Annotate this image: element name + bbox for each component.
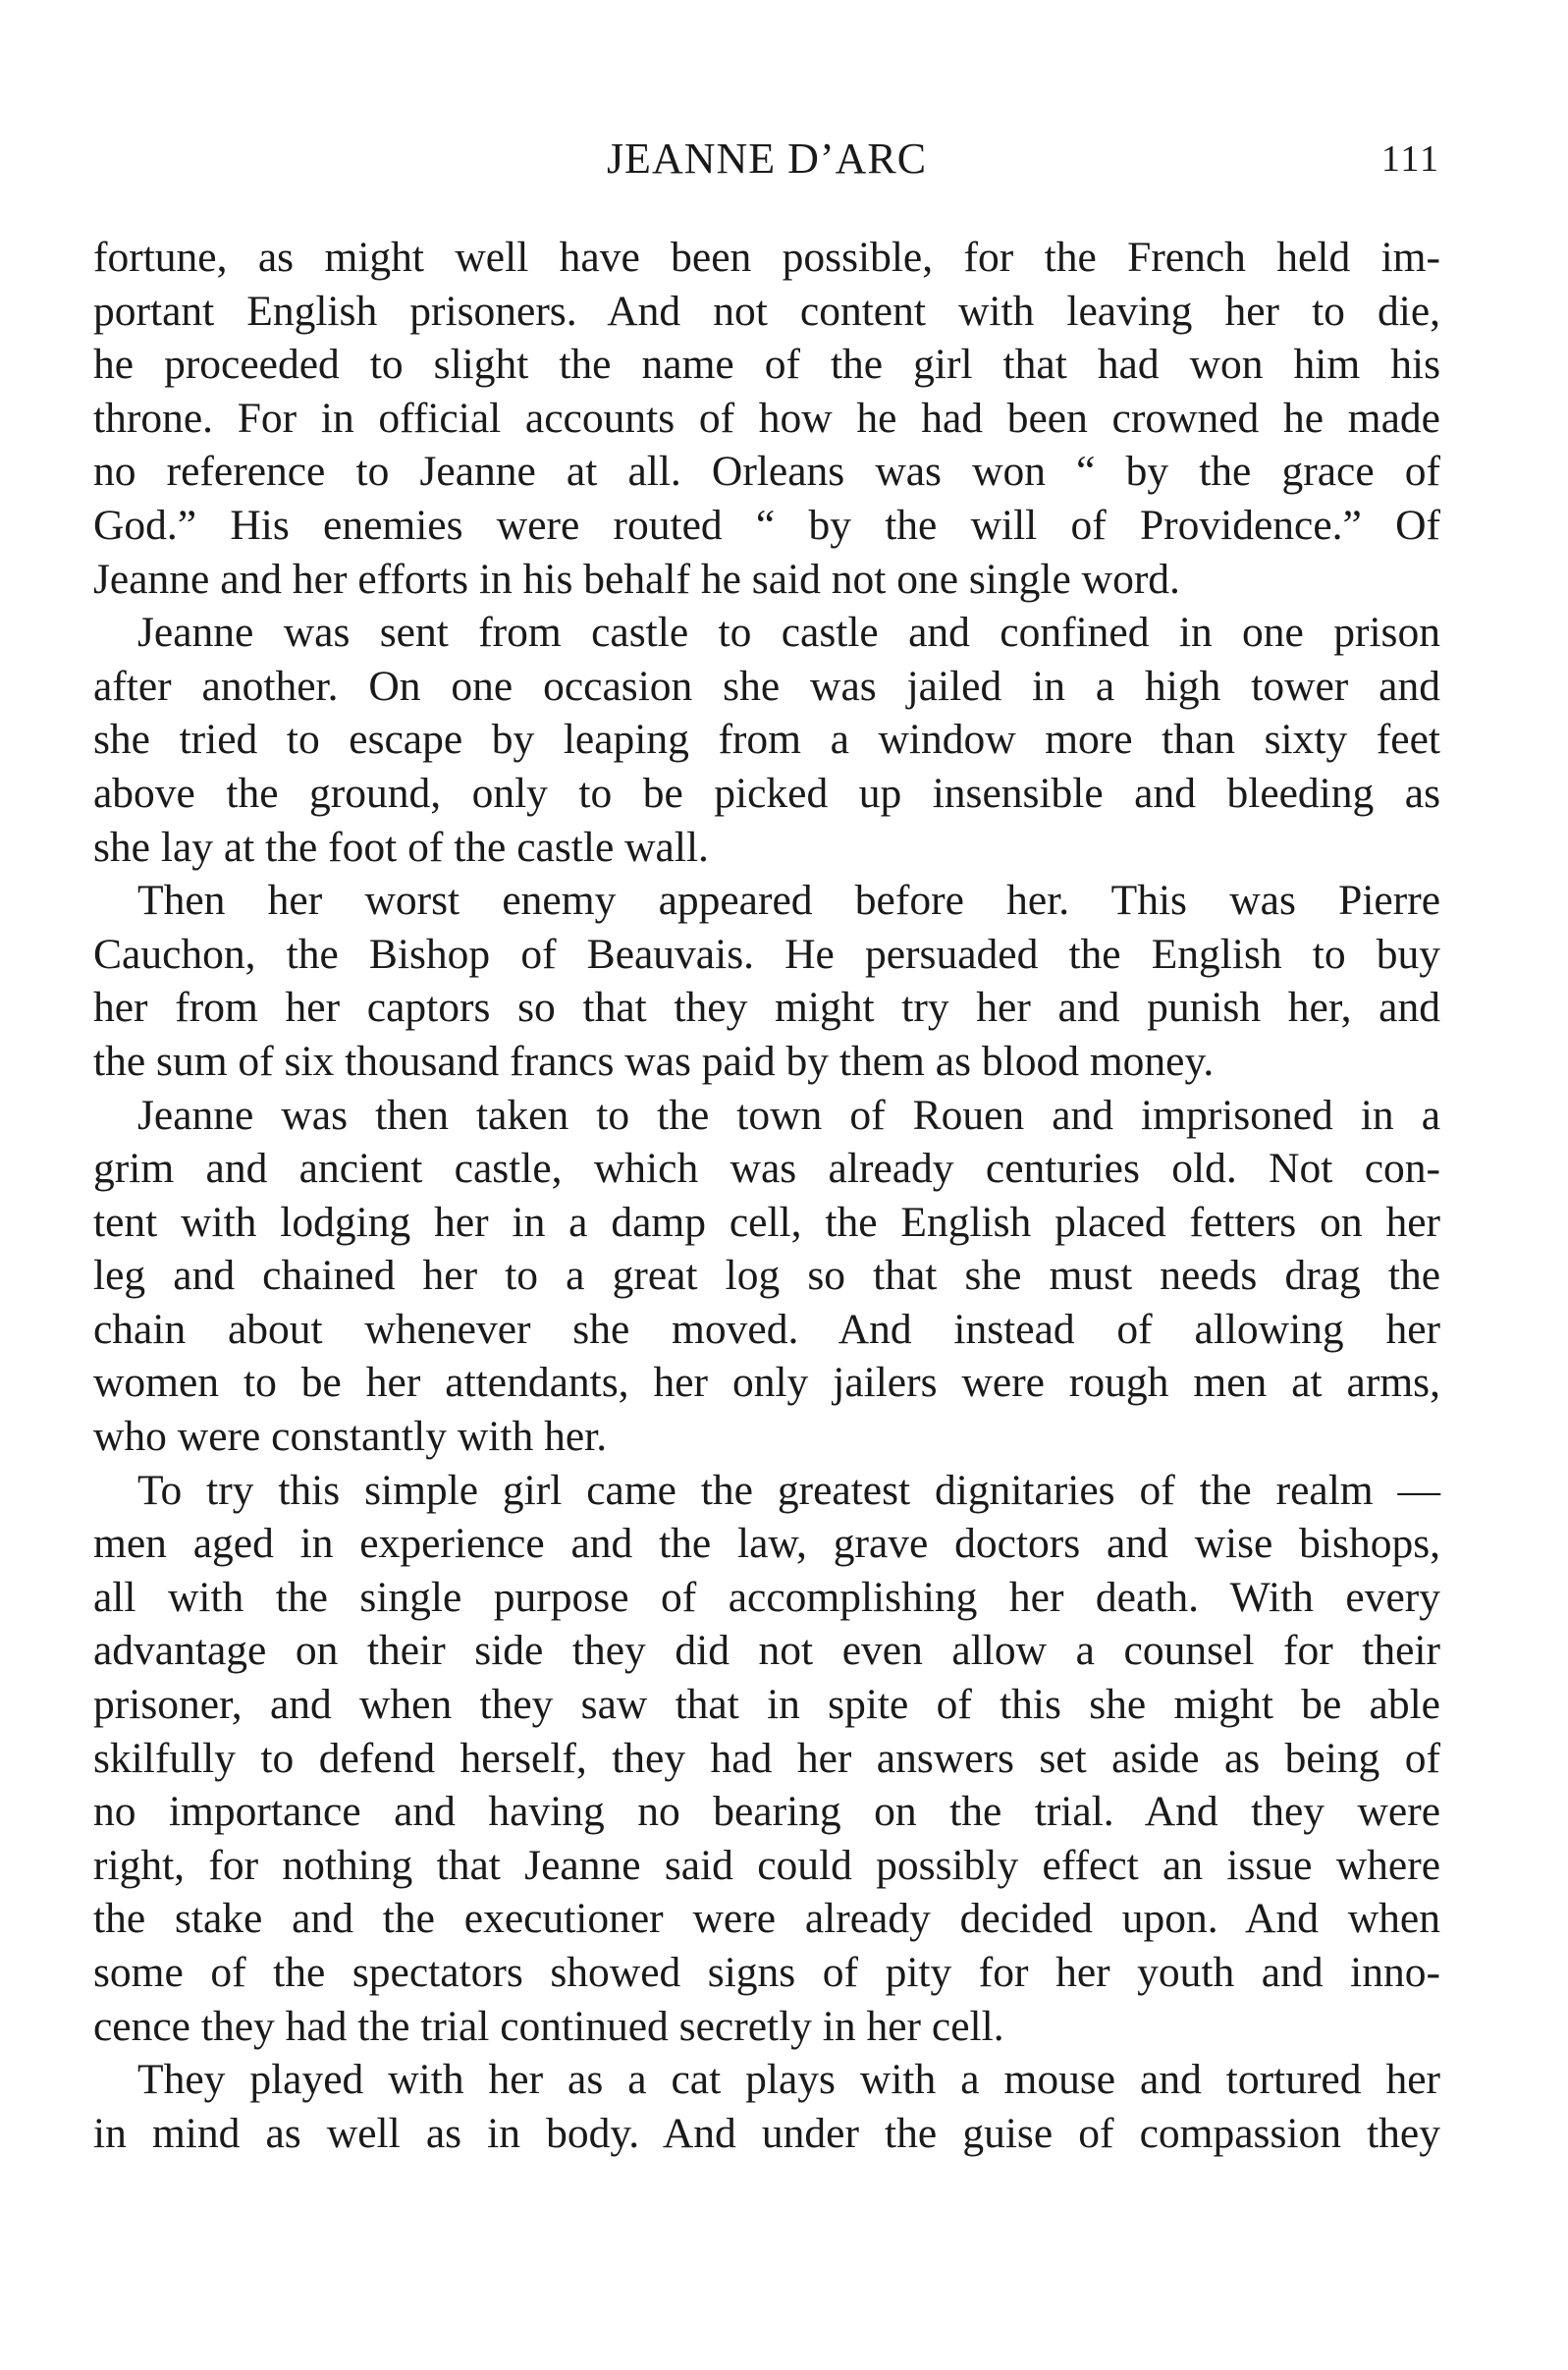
page-number: 111 — [1380, 138, 1440, 180]
paragraph-first-line: Jeanne was sent from castle to castle and confined in one prison — [137, 609, 1440, 657]
text-line: throne. For in official accounts of how he had been crowned he made — [93, 394, 1440, 442]
text-line: after another. On one occasion she was jailed in a high tower and — [93, 662, 1440, 710]
text-line: he proceeded to slight the name of the girl that had won him his — [93, 341, 1440, 389]
text-line: she tried to escape by leaping from a window more than sixty feet — [93, 716, 1440, 764]
text-line: advantage on their side they did not even allow a counsel for their — [93, 1627, 1440, 1675]
text-line: all with the single purpose of accomplishing her death. With every — [93, 1573, 1440, 1621]
running-head — [93, 134, 1440, 192]
text-line: portant English prisoners. And not content with leaving her to die, — [93, 287, 1440, 335]
text-line: Jeanne and her efforts in his behalf he said not one single word. — [93, 555, 1180, 603]
body-text — [93, 231, 1440, 2160]
paragraph-first-line: To try this simple girl came the greatest dignitaries of the realm — — [137, 1466, 1440, 1514]
running-title: JEANNE D’ARC — [606, 135, 928, 183]
text-line: grim and ancient castle, which was already centuries old. Not con- — [93, 1145, 1440, 1193]
paragraph-first-line: They played with her as a cat plays with a mouse and tortured her — [137, 2056, 1440, 2104]
text-line: no importance and having no bearing on the trial. And they were — [93, 1788, 1440, 1836]
paragraph-first-line: Jeanne was then taken to the town of Rouen and imprisoned in a — [137, 1091, 1440, 1139]
text-line: who were constantly with her. — [93, 1413, 608, 1461]
text-line: the sum of six thousand francs was paid by them as blood money. — [93, 1037, 1215, 1085]
paragraph-first-line: Then her worst enemy appeared before her. This was Pierre — [137, 877, 1440, 925]
text-line: the stake and the executioner were already decided upon. And when — [93, 1895, 1440, 1943]
text-line: cence they had the trial continued secretly in her cell. — [93, 2002, 1004, 2050]
text-line: skilfully to defend herself, they had her answers set aside as being of — [93, 1734, 1440, 1782]
text-line: no reference to Jeanne at all. Orleans was won “ by the grace of — [93, 448, 1440, 496]
text-line: some of the spectators showed signs of pity for her youth and inno- — [93, 1949, 1440, 1996]
text-line: God.” His enemies were routed “ by the will of Providence.” Of — [93, 501, 1440, 549]
text-line: leg and chained her to a great log so that she must needs drag the — [93, 1252, 1440, 1300]
text-line: men aged in experience and the law, grave doctors and wise bishops, — [93, 1520, 1440, 1568]
text-line: prisoner, and when they saw that in spite of this she might be able — [93, 1681, 1440, 1729]
text-line: tent with lodging her in a damp cell, the English placed fetters on her — [93, 1198, 1440, 1246]
text-line: chain about whenever she moved. And instead of allowing her — [93, 1305, 1440, 1353]
text-line: fortune, as might well have been possible, for the French held im- — [93, 234, 1440, 281]
text-line: she lay at the foot of the castle wall. — [93, 823, 709, 871]
text-line: Cauchon, the Bishop of Beauvais. He persuaded the English to buy — [93, 930, 1440, 978]
text-line: her from her captors so that they might try her and punish her, and — [93, 984, 1440, 1032]
text-line: women to be her attendants, her only jailers were rough men at arms, — [93, 1359, 1440, 1407]
text-line: above the ground, only to be picked up insensible and bleeding as — [93, 769, 1440, 817]
text-line: right, for nothing that Jeanne said could possibly effect an issue where — [93, 1841, 1440, 1889]
text-line: in mind as well as in body. And under the guise of compassion they — [93, 2109, 1440, 2157]
